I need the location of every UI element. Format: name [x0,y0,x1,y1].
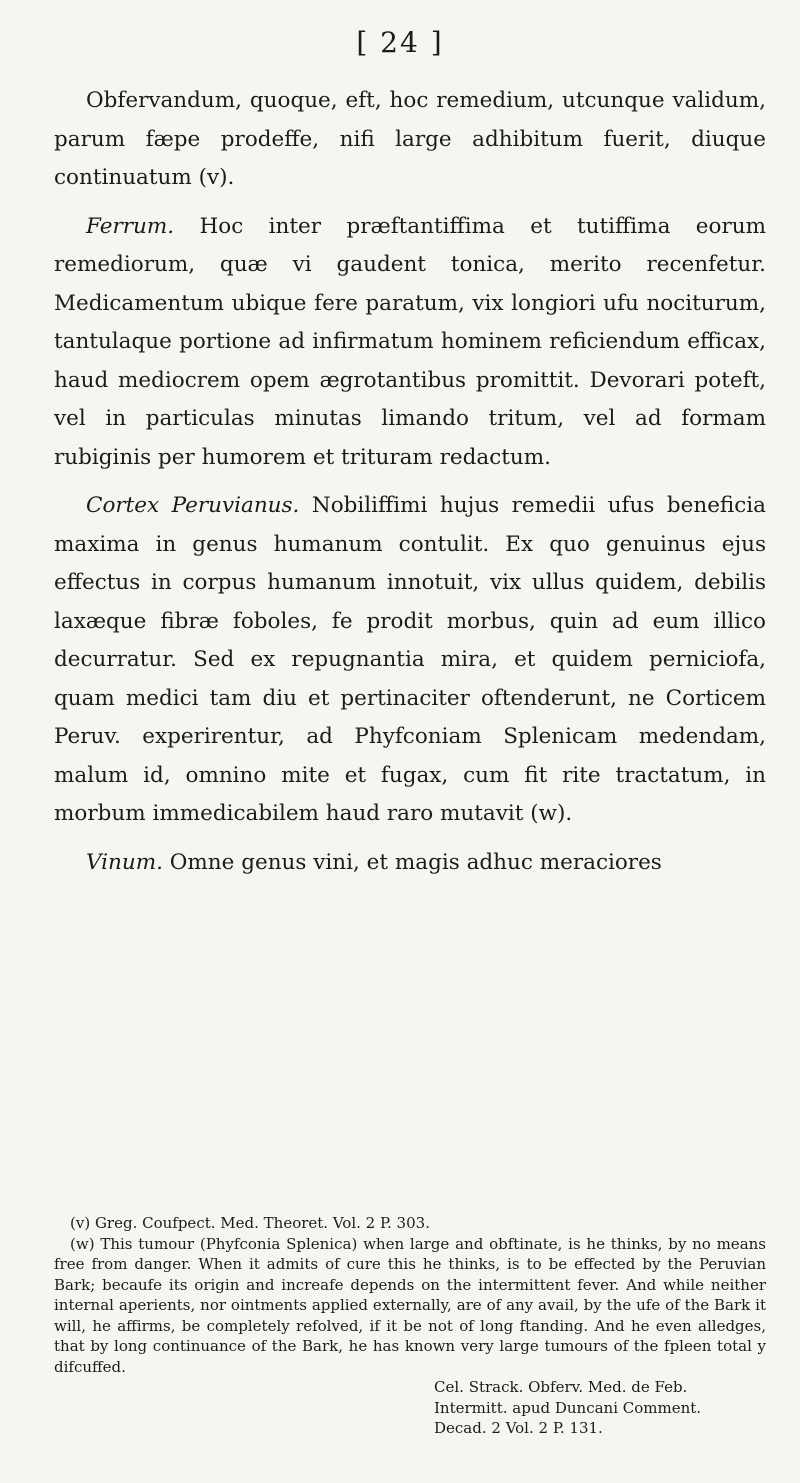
paragraph-heading: Cortex Peruvianus. [86,493,300,518]
paragraph-text: Nobiliffimi hujus remedii ufus beneficia maxima in genus humanum contulit. Ex quo genuinus ejus effectus in corpus humanum innotuit, vix ullus quidem, debilis laxæque fibræ foboles, fe prodit morbus, quin ad eum illico decurratur. Sed ex repugnantia mira, et quidem perniciofa, quam medici tam diu et pertinaciter oftenderunt, ne Corticem Peruv. experirentur, ad Phyfconiam Splenicam medendam, malum id, omnino mite et fugax, cum fit rite tractatum, in morbum immedicabilem haud raro mutavit (w). [54,493,767,826]
paragraph-heading: Ferrum. [86,213,175,239]
paragraph-text: Hoc inter præftantiffima et tutiffima eorum remediorum, quæ vi gaudent tonica, merito recenfetur. Medicamentum ubique fere paratum, vix longiori ufu nociturum, tantulaque portione ad infirmatum hominem reficiendum efficax, haud mediocrem opem ægrotantibus promittit. Devorari poteft, vel in particulas minutas limando tritum, vel ad formam rubiginis per humorem et trituram redactum. [54,213,766,470]
paragraph-vinum [54,844,766,883]
citation-line: Decad. 2 Vol. 2 P. 131. [434,1419,603,1437]
footnotes [54,1213,766,1439]
page-number: [ 24 ] [356,26,444,59]
citation-line: Intermitt. apud Duncani Comment. [434,1398,702,1417]
paragraph-cortex [54,487,766,834]
paragraph-text: Omne genus vini, et magis adhuc meraciores [169,849,662,875]
citation-line: Cel. Strack. Obferv. Med. de Feb. [434,1378,688,1396]
paragraph-text: Obfervandum, quoque, eft, hoc remedium, utcunque validum, parum fæpe prodeffe, nifi large adhibitum fuerit, diuque continuatum (v). [54,88,766,190]
paragraph-ferrum [54,208,766,478]
footnote-w: (w) This tumour (Phyfconia Splenica) when large and obftinate, is he thinks, by no means free from danger. When it admits of cure this he thinks, is to be effected by the Peruvian Bark; becaufe its origin and increafe depends on the intermittent fever. And while neither internal aperients, nor ointments applied externally, are of any avail, by the ufe of the Bark it will, he affirms, be completely refolved, if it be not of long ftanding. And he even alledges, that by long continuance of the Bark, he has known very large tumours of the fpleen total y difcuffed. [54,1234,766,1376]
paragraph-intro [54,82,766,198]
paragraph-heading: Vinum. [86,849,163,875]
footnote-v: (v) Greg. Coufpect. Med. Theoret. Vol. 2 P. 303. [70,1214,430,1232]
main-text [54,82,766,882]
